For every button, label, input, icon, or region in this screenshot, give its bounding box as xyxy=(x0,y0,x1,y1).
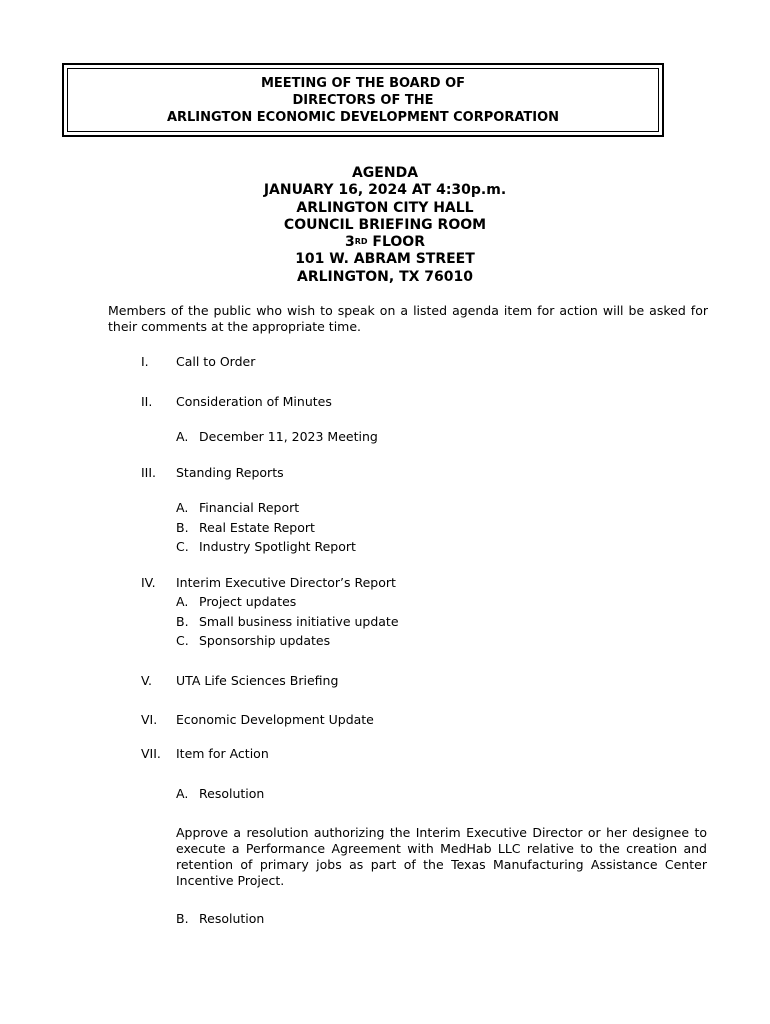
sub-item-text: Real Estate Report xyxy=(199,520,315,535)
item-number: V. xyxy=(141,673,152,688)
agenda-title: AGENDA xyxy=(351,165,419,181)
header-line-3: ARLINGTON ECONOMIC DEVELOPMENT CORPORATION xyxy=(166,109,560,125)
meeting-venue: ARLINGTON CITY HALL xyxy=(296,199,474,216)
meeting-floor xyxy=(0,234,770,251)
title-box-inner xyxy=(67,68,659,132)
title-box xyxy=(62,63,664,137)
sub-item-text: Project updates xyxy=(199,594,297,609)
meeting-city: ARLINGTON, TX 76010 xyxy=(297,268,473,285)
item-number: IV. xyxy=(141,575,156,590)
floor-superscript: RD xyxy=(354,237,368,247)
sub-item-text: Sponsorship updates xyxy=(199,633,331,648)
meeting-street: 101 W. ABRAM STREET xyxy=(295,251,475,268)
item-number: III. xyxy=(141,465,157,480)
item-number: VI. xyxy=(141,712,158,727)
item-text: UTA Life Sciences Briefing xyxy=(176,673,339,688)
sub-item-letter: A. xyxy=(176,500,189,515)
sub-item-text: Financial Report xyxy=(199,500,300,515)
sub-item-letter: C. xyxy=(176,539,189,554)
item-number: II. xyxy=(141,394,153,409)
action-description: Approve a resolution authorizing the Interim Executive Director or her designee to execute a Performance Agreement with MedHab LLC relative to the creation and retention of primary jobs as part of the Texas Manufacturing Assistance Center Incentive Project. xyxy=(176,825,707,888)
sub-item-text: Industry Spotlight Report xyxy=(199,539,356,554)
item-text: Economic Development Update xyxy=(176,712,374,727)
sub-item-letter: B. xyxy=(176,520,189,535)
item-text: Interim Executive Director’s Report xyxy=(176,575,396,590)
meeting-date: JANUARY 16, 2024 AT 4:30p.m. xyxy=(263,182,507,199)
header-line-2: DIRECTORS OF THE xyxy=(292,92,434,108)
sub-item-letter: C. xyxy=(176,633,189,648)
sub-item-letter: A. xyxy=(176,594,189,609)
sub-item-text: Small business initiative update xyxy=(199,614,399,629)
item-number: VII. xyxy=(141,746,161,761)
item-text: Standing Reports xyxy=(176,465,284,480)
meeting-room: COUNCIL BRIEFING ROOM xyxy=(283,216,487,233)
floor-label: FLOOR xyxy=(367,234,425,251)
item-text: Item for Action xyxy=(176,746,269,761)
sub-item-text: Resolution xyxy=(199,911,265,926)
agenda-header xyxy=(0,165,770,286)
sub-item-text: Resolution xyxy=(199,786,265,801)
item-text: Consideration of Minutes xyxy=(176,394,332,409)
floor-number: 3 xyxy=(344,234,355,251)
sub-item-letter: A. xyxy=(176,786,189,801)
sub-item-letter: B. xyxy=(176,614,189,629)
sub-item-text: December 11, 2023 Meeting xyxy=(199,429,378,444)
item-text: Call to Order xyxy=(176,354,256,369)
intro-paragraph: Members of the public who wish to speak on a listed agenda item for action will be asked for their comments at the appropriate time. xyxy=(108,303,708,334)
item-number: I. xyxy=(141,354,149,369)
sub-item-letter: B. xyxy=(176,911,189,926)
sub-item-letter: A. xyxy=(176,429,189,444)
header-line-1: MEETING OF THE BOARD OF xyxy=(260,75,466,91)
